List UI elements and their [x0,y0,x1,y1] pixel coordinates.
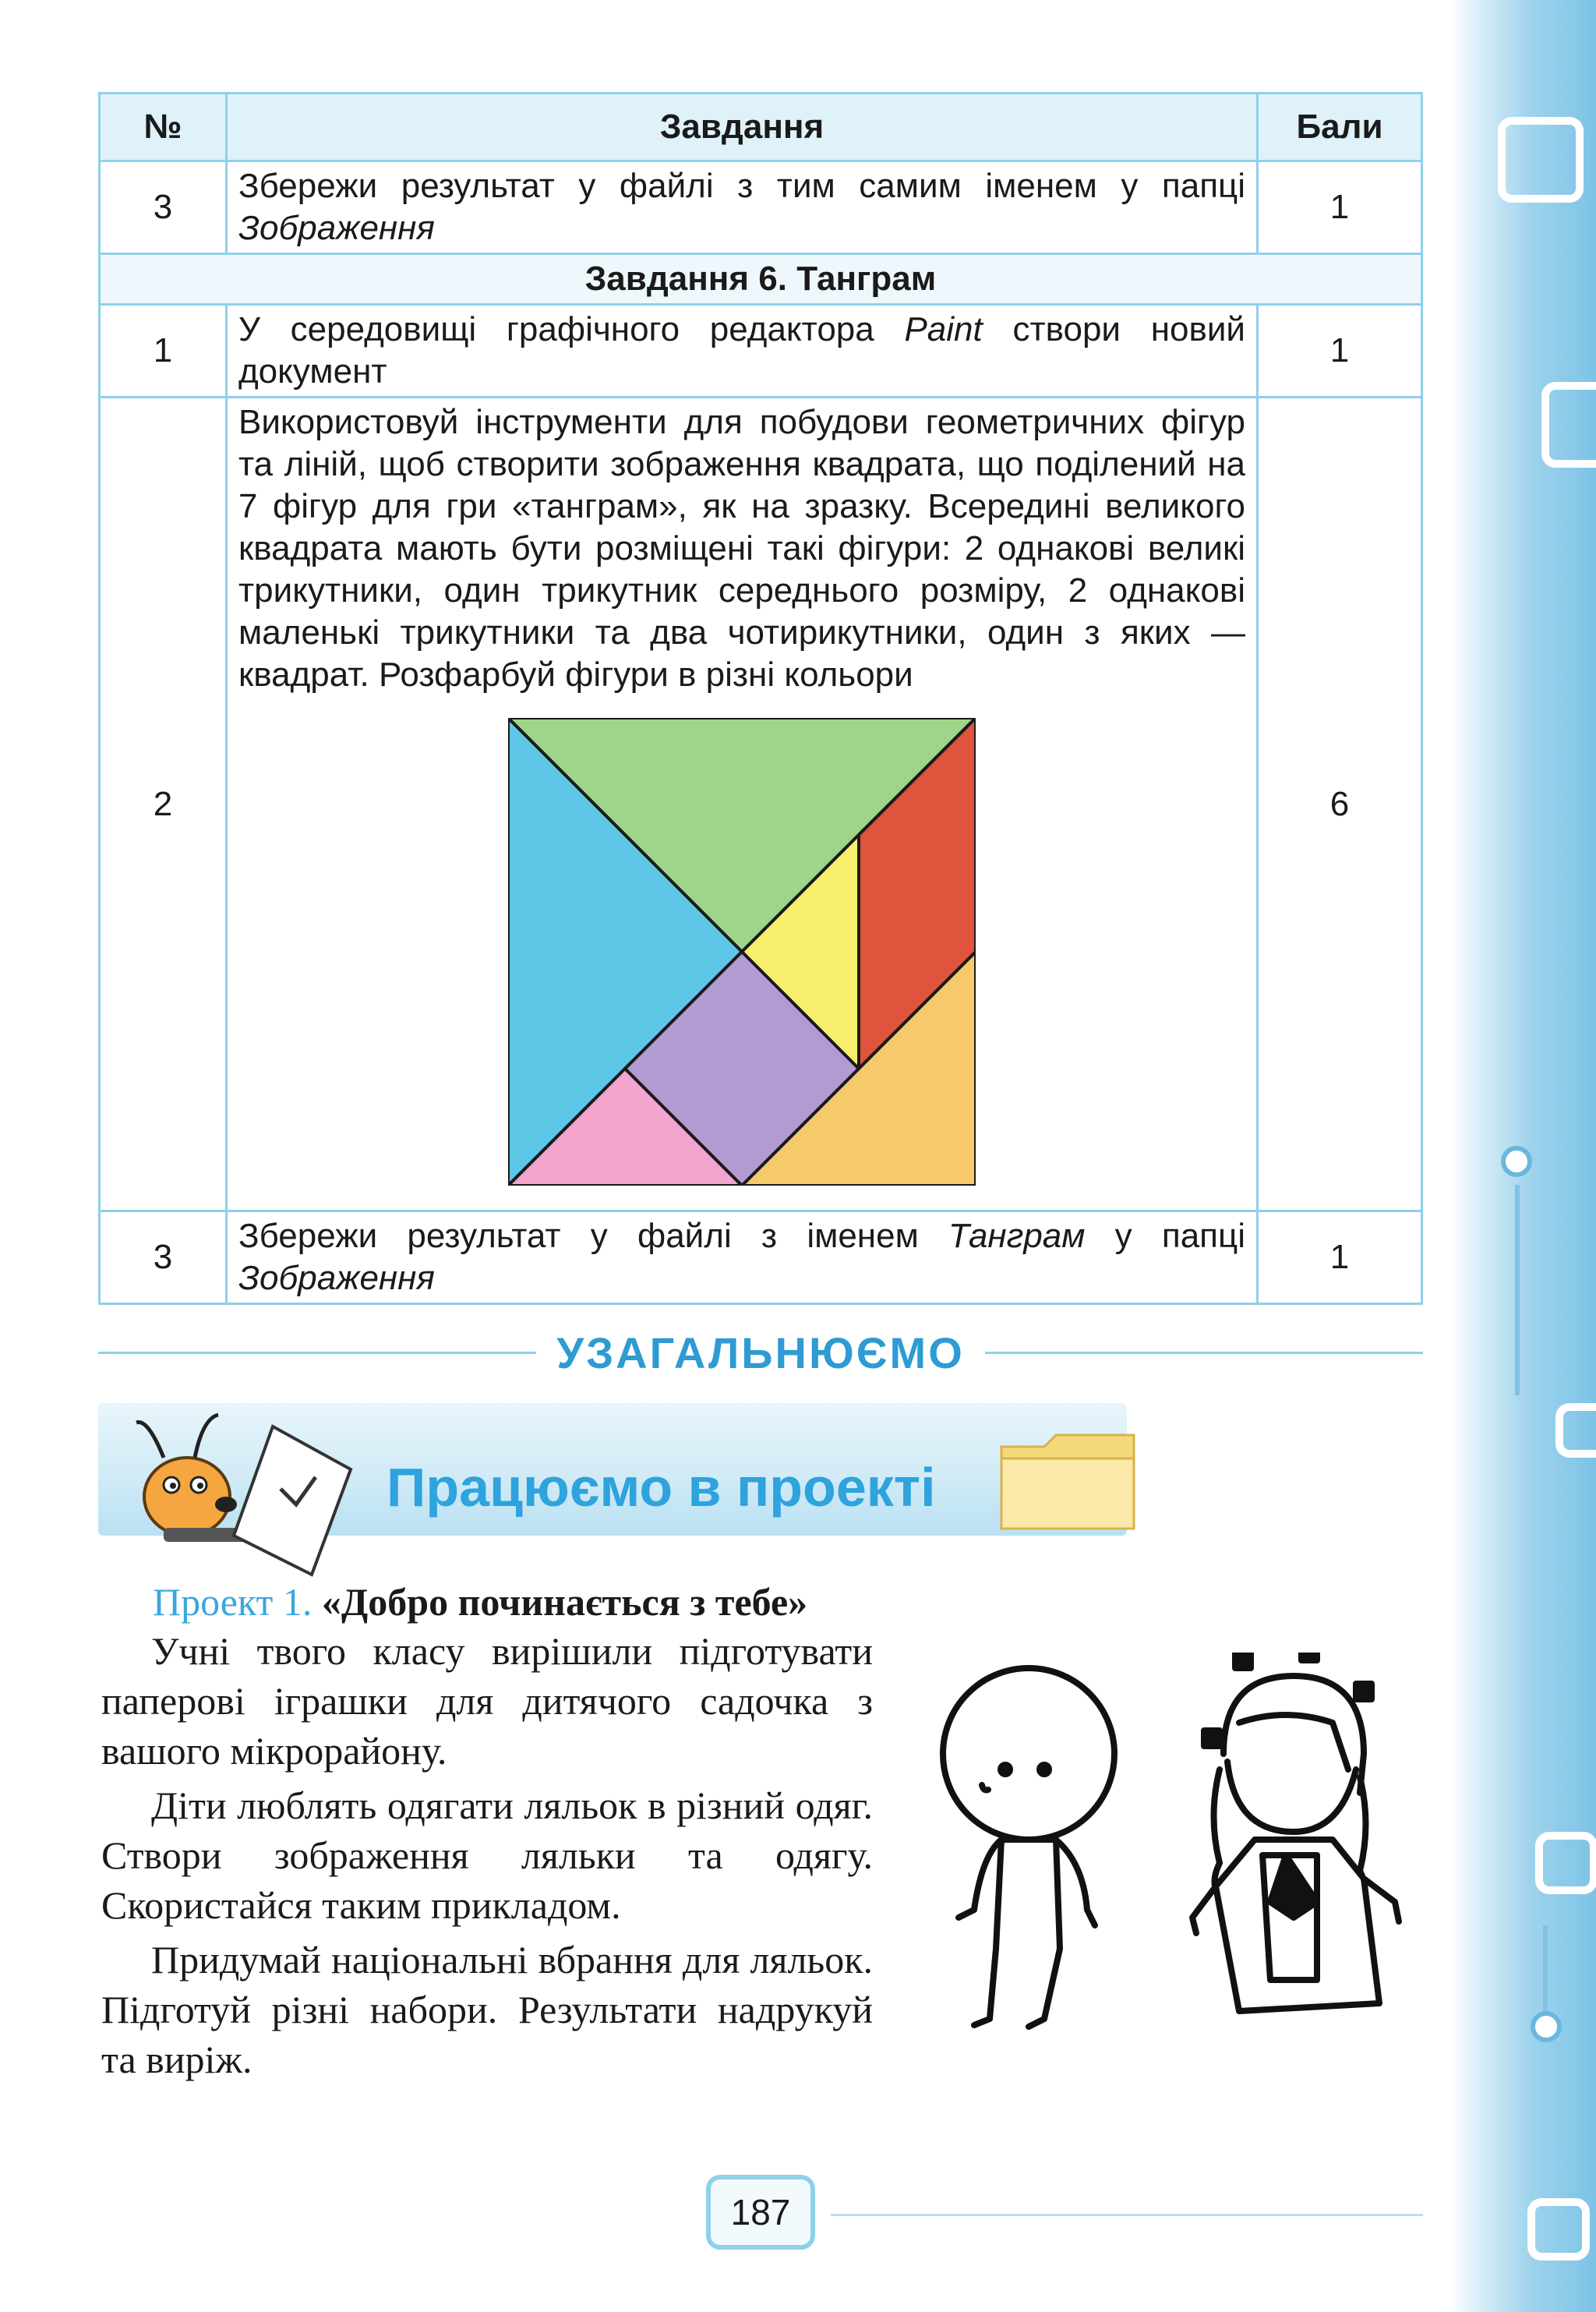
task-text: У середовищі графічного редактора [238,310,905,348]
project-paragraph: Діти люблять одягати ляльок в різний одяг. Створи зображення ляльки та одягу. Скористайся таким прикладом. [101,1783,873,1927]
task-text: у папці [1085,1217,1245,1255]
row-points: 1 [1258,305,1422,398]
header-points: Бали [1258,94,1422,161]
tangram-figure [238,696,1245,1207]
summary-heading [98,1325,1423,1380]
table-row [100,305,1422,398]
project-body [101,1626,873,2089]
row-task-text [227,161,1258,254]
task-text-italic: Танграм [948,1217,1086,1255]
project-paragraph: Учні твого класу вирішили підготувати паперові іграшки для дитячого садочка з вашого мікрорайону. [101,1629,873,1773]
table-row [100,398,1422,1211]
row-points: 1 [1258,1211,1422,1304]
row-number: 3 [100,161,227,254]
page-number: 187 [706,2175,815,2250]
decorative-square-icon [1527,2198,1590,2261]
decorative-circle-icon [1501,1146,1532,1177]
task-text: Збережи результат у файлі з іменем [238,1217,949,1255]
project-name: «Добро починається з тебе» [312,1580,808,1624]
summary-heading-text: УЗАГАЛЬНЮЄМО [556,1327,965,1377]
tangram-image [508,718,976,1186]
banner-title: Працюємо в проекті [387,1457,936,1518]
mascot-dog-icon [117,1380,382,1582]
row-task-text [227,1211,1258,1304]
divider [985,1352,1423,1354]
row-points: 6 [1258,398,1422,1211]
row-number: 2 [100,398,227,1211]
row-points: 1 [1258,161,1422,254]
paper-dolls-illustration [927,1653,1426,2073]
row-task-text [227,305,1258,398]
project-paragraph: Придумай національні вбрання для ляльок. Підготуй різні набори. Результати надрукуй та виріж. [101,1938,873,2081]
folder-icon [998,1431,1138,1532]
project-title [153,1579,807,1624]
divider [831,2214,1423,2216]
tasks-table [98,92,1423,1305]
header-task: Завдання [227,94,1258,161]
task-text: Збережи результат у файлі з тим самим іменем у папці [238,167,1245,205]
row-number: 1 [100,305,227,398]
row-number: 3 [100,1211,227,1304]
task-text: створи новий документ [238,310,1245,391]
decorative-circle-icon [1531,2011,1562,2042]
decorative-square-icon [1498,117,1584,203]
table-row [100,161,1422,254]
section-title: Завдання 6. Танграм [100,254,1422,305]
divider [98,1352,536,1354]
decorative-square-icon [1555,1403,1596,1458]
decorative-line [1515,1185,1520,1395]
task-text-italic: Paint [904,310,983,348]
section-row [100,254,1422,305]
task-text-italic: Зображення [238,209,435,247]
boy-doll [943,1668,1114,2027]
task-text-italic: Зображення [238,1259,435,1297]
decorative-square-icon [1541,382,1596,468]
task-text: Використовуй інструменти для побудови геометричних фігур та ліній, щоб створити зображення квадрата, що поділений на 7 фігур для гри «танграм», як на зразку. Всередині великого квадрата мають бути розміщені такі фігури: 2 однакові великі трикутники, один трикутник середнього розміру, 2 однакові маленькі трикутники та два чотирикутники, один з яких — квадрат. Розфарбуй фігури в різні кольори [238,403,1245,694]
girl-doll [1192,1653,1399,2011]
table-row [100,1211,1422,1304]
header-number: № [100,94,227,161]
page-footer [98,2175,1423,2253]
table-header-row [100,94,1422,161]
decorative-side-strip [1449,0,1596,2312]
project-label: Проект 1. [153,1580,312,1624]
decorative-square-icon [1535,1832,1596,1894]
row-task-cell [227,398,1258,1211]
